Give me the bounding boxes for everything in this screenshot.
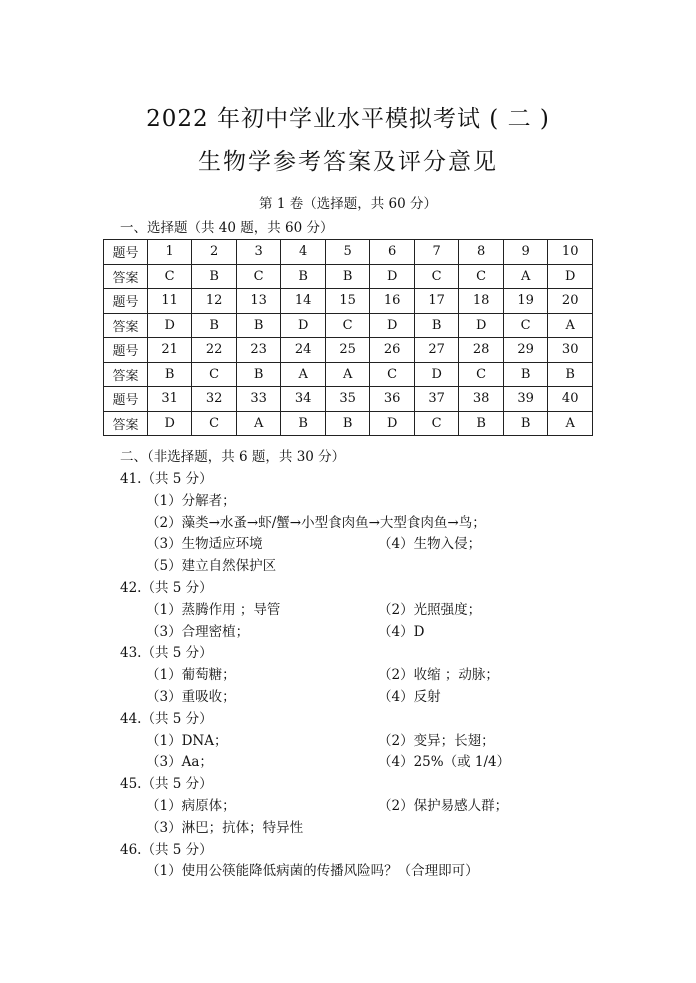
answer-item: （1）DNA； xyxy=(146,732,228,749)
question-number-cell: 17 xyxy=(414,289,459,314)
question-number-cell: 19 xyxy=(503,289,548,314)
answer-item: （1）葡萄糖； xyxy=(146,667,236,684)
answer-item: （4）反射 xyxy=(378,689,441,705)
answer-item: （1）病原体； xyxy=(146,798,236,814)
row-header-cell: 答案 xyxy=(104,362,148,387)
answer-cell: C xyxy=(414,411,459,436)
question-number-cell: 5 xyxy=(325,240,370,265)
question-number-cell: 28 xyxy=(459,338,504,363)
answer-cell: B xyxy=(147,362,192,387)
answer-item: （2）光照强度； xyxy=(378,601,482,618)
answer-table xyxy=(103,239,593,436)
question-number-cell: 36 xyxy=(370,387,415,412)
answer-cell: B xyxy=(281,411,326,436)
question-number-cell: 24 xyxy=(281,338,326,363)
question-number-cell: 8 xyxy=(459,240,504,265)
part1-heading: 第 1 卷（选择题，共 60 分） xyxy=(259,196,437,212)
question-number-cell: 3 xyxy=(236,240,281,265)
answer-cell: B xyxy=(503,411,548,436)
question-number-cell: 20 xyxy=(548,289,593,314)
answer-cell: C xyxy=(192,362,237,387)
answer-row xyxy=(104,264,593,289)
answer-cell: C xyxy=(192,411,237,436)
answer-cell: B xyxy=(281,264,326,289)
answer-item: （3）合理密植； xyxy=(146,623,250,640)
question-number-cell: 40 xyxy=(548,387,593,412)
question-number-cell: 15 xyxy=(325,289,370,314)
answer-cell: C xyxy=(414,264,459,289)
answer-item: （1）分解者； xyxy=(146,492,236,509)
answer-cell: B xyxy=(325,411,370,436)
question-number-cell: 11 xyxy=(147,289,192,314)
answer-cell: D xyxy=(281,313,326,338)
question-label: 44.（共 5 分） xyxy=(120,710,213,727)
row-header-cell: 题号 xyxy=(104,240,148,265)
question-number-cell: 10 xyxy=(548,240,593,265)
question-number-cell: 2 xyxy=(192,240,237,265)
question-label: 41.（共 5 分） xyxy=(120,471,213,487)
answer-row xyxy=(104,411,593,436)
answer-cell: B xyxy=(548,362,593,387)
question-label: 45.（共 5 分） xyxy=(120,776,213,793)
question-number-cell: 38 xyxy=(459,387,504,412)
question-number-cell: 6 xyxy=(370,240,415,265)
question-number-cell: 23 xyxy=(236,338,281,363)
question-number-cell: 25 xyxy=(325,338,370,363)
answer-item: （2）藻类→水蚤→虾/蟹→小型食肉鱼→大型食肉鱼→鸟； xyxy=(146,514,486,531)
question-number-cell: 22 xyxy=(192,338,237,363)
question-number-cell: 18 xyxy=(459,289,504,314)
section1-heading: 一、选择题（共 40 题，共 60 分） xyxy=(120,220,334,236)
answer-cell: D xyxy=(370,313,415,338)
answer-cell: B xyxy=(192,313,237,338)
question-number-cell: 21 xyxy=(147,338,192,363)
answer-cell: C xyxy=(236,264,281,289)
question-label: 42.（共 5 分） xyxy=(120,580,213,596)
exam-subtitle: 生物学参考答案及评分意见 xyxy=(198,149,498,175)
answer-item: （1）使用公筷能降低病菌的传播风险吗？（合理即可） xyxy=(146,863,479,880)
question-number-row xyxy=(104,338,593,363)
question-number-cell: 26 xyxy=(370,338,415,363)
question-number-cell: 9 xyxy=(503,240,548,265)
question-number-cell: 7 xyxy=(414,240,459,265)
answer-cell: C xyxy=(459,362,504,387)
answer-item: （2）收缩 ；动脉； xyxy=(378,667,499,684)
answer-cell: B xyxy=(459,411,504,436)
answer-cell: D xyxy=(147,313,192,338)
answer-item: （4）D xyxy=(378,623,425,640)
question-number-cell: 31 xyxy=(147,387,192,412)
answer-cell: B xyxy=(325,264,370,289)
answer-cell: D xyxy=(414,362,459,387)
question-number-cell: 16 xyxy=(370,289,415,314)
answer-cell: C xyxy=(459,264,504,289)
answer-cell: A xyxy=(548,313,593,338)
row-header-cell: 题号 xyxy=(104,387,148,412)
question-number-cell: 13 xyxy=(236,289,281,314)
answer-item: （2）变异；长翅； xyxy=(378,732,495,749)
answer-item: （3）重吸收； xyxy=(146,689,236,705)
answer-cell: C xyxy=(325,313,370,338)
question-number-cell: 4 xyxy=(281,240,326,265)
question-number-row xyxy=(104,289,593,314)
question-number-row xyxy=(104,387,593,412)
question-number-cell: 33 xyxy=(236,387,281,412)
answer-item: （3）淋巴；抗体；特异性 xyxy=(146,819,304,836)
answer-item: （5）建立自然保护区 xyxy=(146,558,277,575)
answer-cell: B xyxy=(236,362,281,387)
row-header-cell: 答案 xyxy=(104,313,148,338)
question-number-cell: 39 xyxy=(503,387,548,412)
question-number-cell: 12 xyxy=(192,289,237,314)
exam-title: 2022 年初中学业水平模拟考试 ( 二 ) xyxy=(146,106,550,132)
section2-heading: 二、（非选择题，共 6 题，共 30 分） xyxy=(120,449,346,465)
answer-item: （1）蒸腾作用 ；导管 xyxy=(146,601,281,618)
answer-item: （2）保护易感人群； xyxy=(378,798,509,814)
answer-row xyxy=(104,313,593,338)
row-header-cell: 答案 xyxy=(104,411,148,436)
answer-item: （4）生物入侵； xyxy=(378,536,482,553)
question-number-cell: 34 xyxy=(281,387,326,412)
answer-cell: B xyxy=(192,264,237,289)
row-header-cell: 答案 xyxy=(104,264,148,289)
answer-cell: C xyxy=(503,313,548,338)
answer-item: （3）Aa； xyxy=(146,754,213,771)
question-number-cell: 30 xyxy=(548,338,593,363)
answer-cell: D xyxy=(459,313,504,338)
question-number-cell: 27 xyxy=(414,338,459,363)
answer-item: （3）生物适应环境 xyxy=(146,536,263,553)
answer-cell: A xyxy=(548,411,593,436)
answer-cell: A xyxy=(325,362,370,387)
question-number-cell: 32 xyxy=(192,387,237,412)
question-number-cell: 35 xyxy=(325,387,370,412)
answer-cell: C xyxy=(147,264,192,289)
row-header-cell: 题号 xyxy=(104,338,148,363)
question-number-cell: 1 xyxy=(147,240,192,265)
question-number-row xyxy=(104,240,593,265)
question-label: 46.（共 5 分） xyxy=(120,841,213,858)
answer-cell: D xyxy=(147,411,192,436)
question-number-cell: 29 xyxy=(503,338,548,363)
answer-item: （4）25%（或 1/4） xyxy=(378,754,511,771)
answer-cell: A xyxy=(281,362,326,387)
answer-cell: D xyxy=(548,264,593,289)
question-number-cell: 14 xyxy=(281,289,326,314)
question-number-cell: 37 xyxy=(414,387,459,412)
answer-cell: B xyxy=(414,313,459,338)
answer-cell: B xyxy=(236,313,281,338)
answer-row xyxy=(104,362,593,387)
answer-cell: D xyxy=(370,264,415,289)
answer-cell: D xyxy=(370,411,415,436)
row-header-cell: 题号 xyxy=(104,289,148,314)
answer-cell: B xyxy=(503,362,548,387)
answer-cell: C xyxy=(370,362,415,387)
answer-cell: A xyxy=(236,411,281,436)
answer-cell: A xyxy=(503,264,548,289)
question-label: 43.（共 5 分） xyxy=(120,645,213,662)
